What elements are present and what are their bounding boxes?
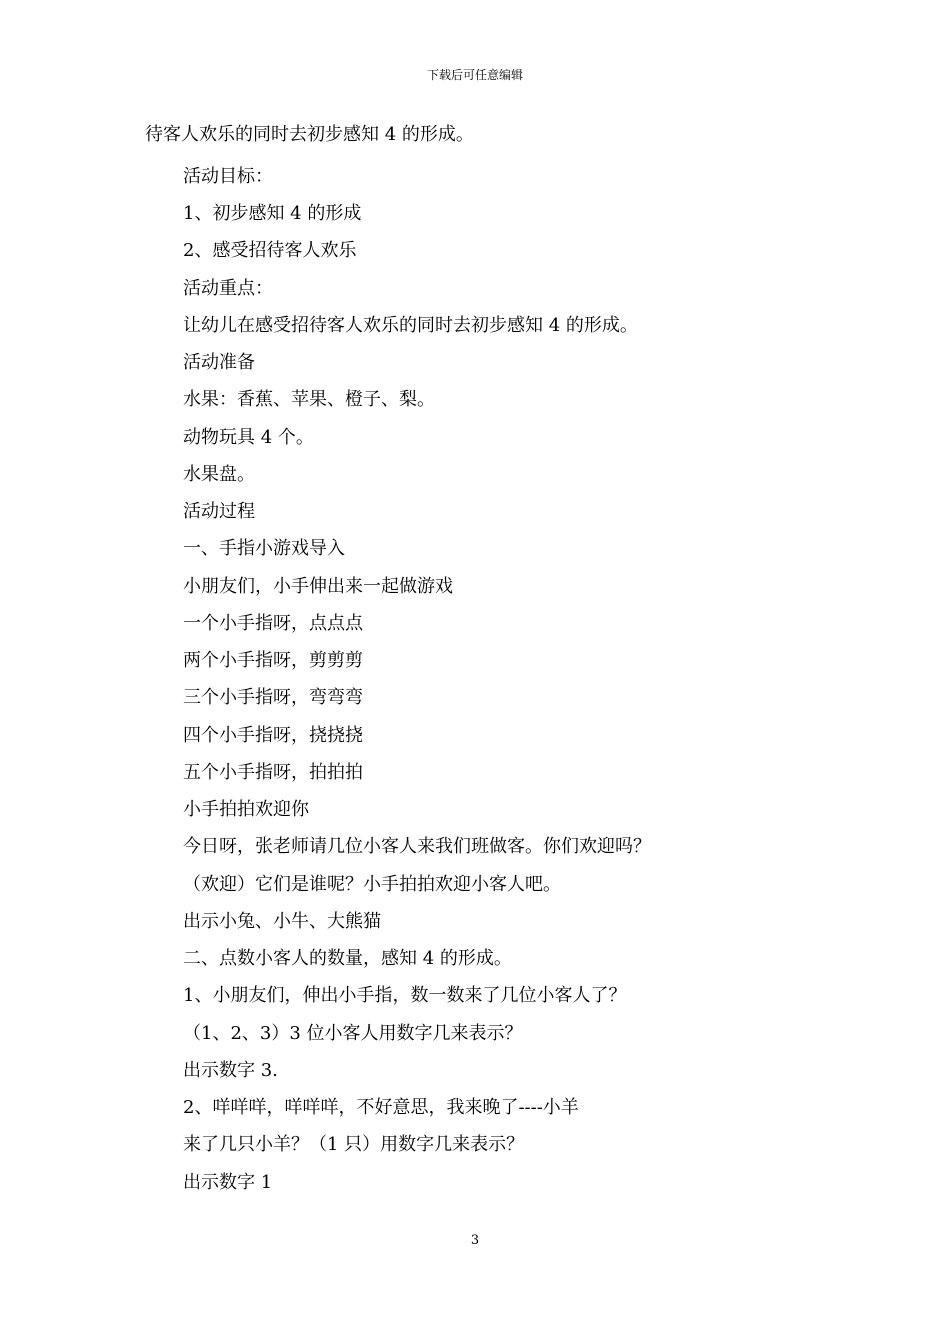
text-line: 水果：香蕉、苹果、橙子、梨。 [183,389,435,410]
text-line: 1、初步感知 4 的形成 [183,203,362,224]
text-line: 活动过程 [183,501,255,522]
text-line: 出示小兔、小牛、大熊猫 [183,911,381,932]
text-line: （欢迎）它们是谁呢？小手拍拍欢迎小客人吧。 [183,874,561,895]
text-line: 活动目标： [183,166,273,187]
text-line: 两个小手指呀，剪剪剪 [183,650,363,671]
text-line: 让幼儿在感受招待客人欢乐的同时去初步感知 4 的形成。 [183,315,638,336]
text-line: 小朋友们，小手伸出来一起做游戏 [183,576,453,597]
text-line: 2、咩咩咩，咩咩咩，不好意思，我来晚了----小羊 [183,1097,579,1118]
text-line: 一个小手指呀，点点点 [183,613,363,634]
page-number: 3 [470,1233,480,1248]
text-line: 四个小手指呀，挠挠挠 [183,725,363,746]
text-line: 出示数字 1 [183,1172,273,1193]
text-line: 1、小朋友们，伸出小手指，数一数来了几位小客人了？ [183,985,627,1006]
text-line: （1、2、3）3 位小客人用数字几来表示？ [183,1023,523,1044]
text-line: 三个小手指呀，弯弯弯 [183,687,363,708]
text-line: 出示数字 3. [183,1060,278,1081]
page-header: 下载后可任意编辑 [426,68,523,82]
text-line: 来了几只小羊？（1 只）用数字几来表示？ [183,1134,525,1155]
text-line: 小手拍拍欢迎你 [183,799,309,820]
text-line: 待客人欢乐的同时去初步感知 4 的形成。 [145,124,474,145]
text-line: 一、手指小游戏导入 [183,538,345,559]
text-line: 五个小手指呀，拍拍拍 [183,762,363,783]
text-line: 动物玩具 4 个。 [183,427,314,448]
text-line: 2、感受招待客人欢乐 [183,240,357,261]
text-line: 今日呀，张老师请几位小客人来我们班做客。你们欢迎吗？ [183,836,651,857]
text-line: 水果盘。 [183,464,255,485]
text-line: 活动重点： [183,278,273,299]
text-line: 活动准备 [183,352,255,373]
text-line: 二、点数小客人的数量，感知 4 的形成。 [183,948,512,969]
